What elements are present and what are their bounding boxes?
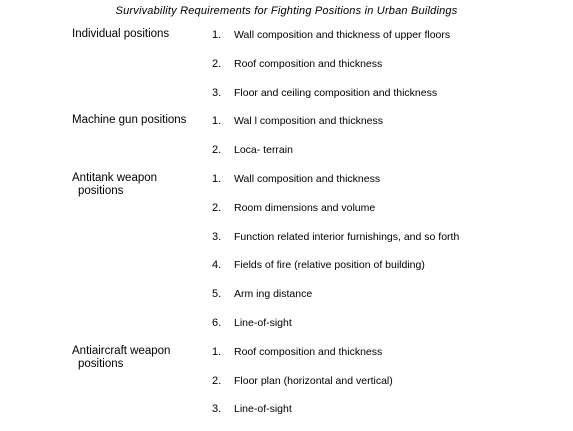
category-label xyxy=(72,28,202,41)
item-text: Function related interior furnishings, and so forth xyxy=(234,230,460,243)
item-text: Floor plan (horizontal and vertical) xyxy=(234,374,393,387)
category-label-line1: Machine gun positions xyxy=(72,114,187,127)
list-item xyxy=(212,230,573,259)
item-number: 5. xyxy=(212,288,222,301)
item-number: 3. xyxy=(212,403,222,416)
category-label xyxy=(72,114,202,127)
list-item xyxy=(212,172,573,201)
item-number: 3. xyxy=(212,230,222,243)
group-antiaircraft-weapon-positions xyxy=(0,345,573,431)
item-list xyxy=(212,114,573,172)
group-individual-positions xyxy=(0,28,573,114)
list-item xyxy=(212,201,573,230)
item-number: 1. xyxy=(212,115,222,128)
item-text: Loca- terrain xyxy=(234,144,293,157)
item-number: 4. xyxy=(212,259,222,272)
category-label xyxy=(72,345,202,371)
item-list xyxy=(212,28,573,114)
item-number: 2. xyxy=(212,374,222,387)
item-text: Floor and ceiling composition and thickness xyxy=(234,86,438,99)
list-item xyxy=(212,86,573,115)
list-item xyxy=(212,287,573,316)
item-number: 2. xyxy=(212,201,222,214)
list-item xyxy=(212,316,573,345)
category-label-line1: Individual positions xyxy=(72,28,170,40)
item-number: 3. xyxy=(212,86,222,99)
item-number: 2. xyxy=(212,57,222,70)
requirements-table xyxy=(0,28,573,431)
item-text: Arm ing distance xyxy=(234,288,313,301)
list-item xyxy=(212,258,573,287)
list-item xyxy=(212,345,573,374)
item-list xyxy=(212,172,573,345)
group-antitank-weapon-positions xyxy=(0,172,573,345)
list-item xyxy=(212,57,573,86)
item-number: 1. xyxy=(212,345,222,358)
item-number: 6. xyxy=(212,316,222,329)
item-text: Wal l composition and thickness xyxy=(234,115,384,128)
group-machine-gun-positions xyxy=(0,114,573,172)
item-text: Fields of fire (relative position of building) xyxy=(234,259,425,272)
category-label-line2: positions xyxy=(78,357,124,370)
list-item xyxy=(212,114,573,143)
list-item xyxy=(212,143,573,172)
item-text: Line-of-sight xyxy=(234,316,292,329)
category-label xyxy=(72,172,202,198)
list-item xyxy=(212,28,573,57)
item-list xyxy=(212,345,573,431)
list-item xyxy=(212,402,573,431)
item-text: Wall composition and thickness xyxy=(234,172,381,185)
category-label-line1: Antitank weapon xyxy=(72,171,158,184)
category-label-line1: Antiaircraft weapon xyxy=(72,344,171,357)
item-number: 1. xyxy=(212,29,222,41)
item-text: Line-of-sight xyxy=(234,403,292,416)
item-text: Room dimensions and volume xyxy=(234,201,376,214)
category-label-line2: positions xyxy=(78,184,124,197)
list-item xyxy=(212,374,573,403)
item-text: Roof composition and thickness xyxy=(234,345,383,358)
item-text: Wall composition and thickness of upper floors xyxy=(234,29,451,41)
page-title: Survivability Requirements for Fighting Positions in Urban Buildings xyxy=(115,5,458,17)
item-number: 1. xyxy=(212,172,222,185)
item-text: Roof composition and thickness xyxy=(234,57,383,70)
item-number: 2. xyxy=(212,144,222,157)
